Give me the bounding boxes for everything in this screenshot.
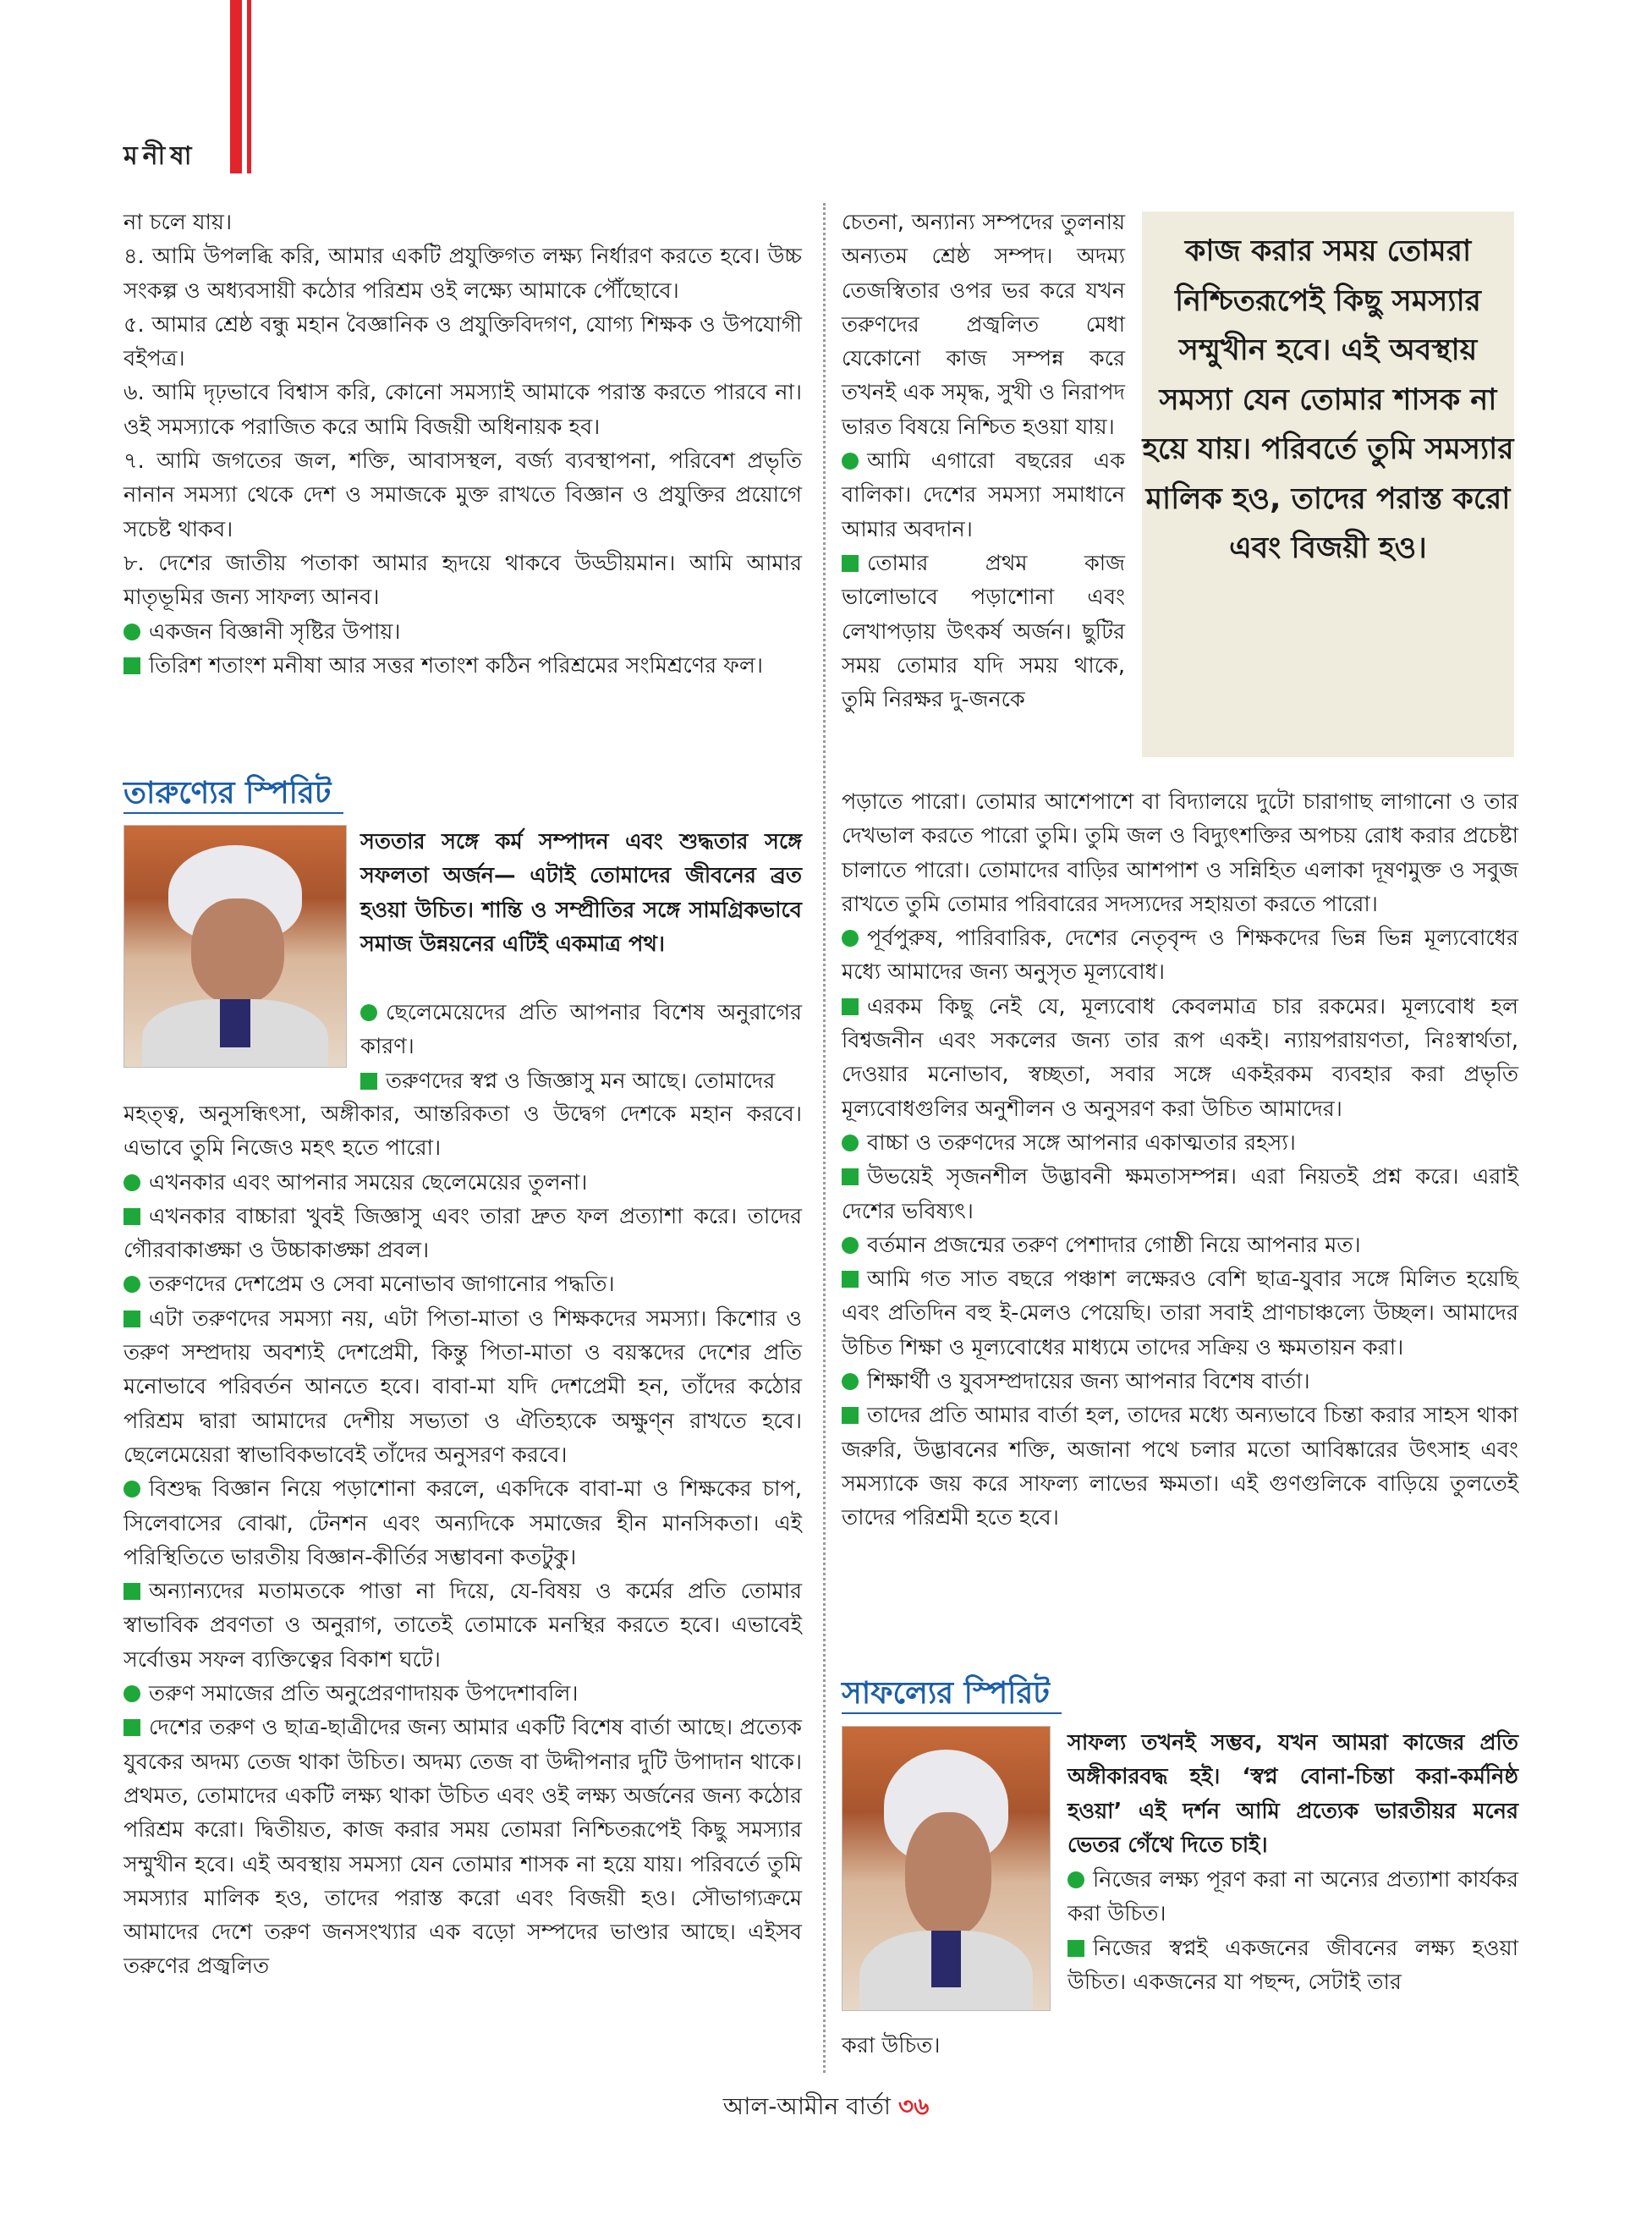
paragraph-text: ৬. আমি দৃঢ়ভাবে বিশ্বাস করি, কোনো সমস্যাই আমাকে পরাস্ত করতে পারবে না। ওই সমস্যাকে পরাজিত করে আমি বিজয়ী অধিনায়ক হব।	[123, 380, 802, 440]
paragraph	[123, 1302, 802, 1472]
paragraph	[842, 1160, 1518, 1228]
magazine-name: আল-আমীন বার্তা	[722, 2092, 891, 2120]
heading-underline-2	[842, 1712, 1062, 1714]
paragraph-text: তরুণদের স্বপ্ন ও জিজ্ঞাসু মন আছে। তোমাদের	[386, 1068, 776, 1094]
paragraph	[123, 547, 802, 615]
paragraph	[123, 1472, 802, 1574]
paragraph-text: তোমার প্রথম কাজ ভালোভাবে পড়াশোনা এবং লেখাপড়ায় উৎকর্ষ অর্জন। ছুটির সময় তোমার যদি সময় থাকে, তুমি নিরক্ষর দু-জনকে	[842, 550, 1125, 713]
paragraph-text: একজন বিজ্ঞানী সৃষ্টির উপায়।	[149, 618, 401, 645]
paragraph	[123, 206, 802, 239]
paragraph	[123, 376, 802, 444]
paragraph	[842, 1365, 1518, 1398]
header-red-bar	[230, 0, 242, 173]
paragraph-text: নিজের লক্ষ্য পূরণ করা না অন্যের প্রত্যাশা কার্যকর করা উচিত।	[1067, 1867, 1518, 1927]
pull-quote-box	[1142, 212, 1514, 757]
paragraph	[123, 444, 802, 547]
page-footer	[0, 2088, 1652, 2128]
green-square-bullet-icon	[842, 1271, 859, 1288]
paragraph-text: অন্যান্যদের মতামতকে পাত্তা না দিয়ে, যে-বিষয় ও কর্মের প্রতি তোমার স্বাভাবিক প্রবণতা ও অনুরাগ, তাতেই তোমাকে মনস্থির করতে হবে। এভাবেই সর্বোত্তম সফল ব্যক্তিত্বের বিকাশ ঘটে।	[123, 1579, 802, 1673]
paragraph	[123, 1574, 802, 1677]
paragraph-text: ৭. আমি জগতের জল, শক্তি, আবাসস্থল, বর্জ্য ব্যবস্থাপনা, পরিবেশ প্রভৃতি নানান সমস্যা থেকে দেশ ও সমাজকে মুক্ত রাখতে বিজ্ঞান ও প্রযুক্তির প্রয়োগে সচেষ্ট থাকব।	[123, 448, 802, 542]
paragraph-text: দেশের তরুণ ও ছাত্র-ছাত্রীদের জন্য আমার একটি বিশেষ বার্তা আছে। প্রত্যেক যুবকের অদম্য তেজ থাকা উচিত। অদম্য তেজ বা উদ্দীপনার দুটি উপাদান থাকে। প্রথমত, তোমাদের একটি লক্ষ্য থাকা উচিত এবং ওই লক্ষ্য অর্জনের জন্য কঠোর পরিশ্রম করো। দ্বিতীয়ত, কাজ করার সময় তোমরা নিশ্চিতরূপেই কিছু সমস্যার সম্মুখীন হবে। এই অবস্থায় সমস্যা যেন তোমার শাসক না হয়ে যায়। পরিবর্তে তুমি সমস্যার মালিক হও, তাদের পরাস্ত করো এবং বিজয়ী হও। সৌভাগ্যক্রমে আমাদের দেশে তরুণ জনসংখ্যার এক বড়ো সম্পদের ভাণ্ডার আছে। এইসব তরুণের প্রজ্বলিত	[123, 1715, 802, 1980]
paragraph-text: ছেলেমেয়েদের প্রতি আপনার বিশেষ অনুরাগের কারণ।	[360, 1000, 802, 1060]
green-square-bullet-icon	[1067, 1940, 1084, 1957]
paragraph	[842, 785, 1518, 921]
page-number: ৩৬	[897, 2092, 930, 2120]
paragraph	[123, 1166, 802, 1200]
paragraph-text: তরুণ সমাজের প্রতি অনুপ্রেরণাদায়ক উপদেশাবলি।	[149, 1681, 579, 1707]
section-heading-youth-spirit: তারুণ্যের স্পিরিট	[123, 776, 332, 811]
column1-beside-photo	[360, 996, 802, 1098]
paragraph-text: চেতনা, অন্যান্য সম্পদের তুলনায় অন্যতম শ্রেষ্ঠ সম্পদ। অদম্য তেজস্বিতার ওপর ভর করে যখন তরুণদের প্রজ্বলিত মেধা যেকোনো কাজ সম্পন্ন করে তখনই এক সমৃদ্ধ, সুখী ও নিরাপদ ভারত বিষয়ে নিশ্চিত হওয়া যায়।	[842, 210, 1125, 440]
portrait-photo	[123, 825, 347, 1068]
green-square-bullet-icon	[123, 657, 140, 674]
paragraph	[123, 649, 802, 683]
paragraph-text: তাদের প্রতি আমার বার্তা হল, তাদের মধ্যে অন্যভাবে চিন্তা করার সাহস থাকা জরুরি, উদ্ভাবনের শক্তি, অজানা পথে চলার মতো আবিষ্কারের উৎসাহ এবং সমস্যাকে জয় করে সাফল্য লাভের ক্ষমতা। এই গুণগুলিকে বাড়িয়ে তুলতেই তাদের পরিশ্রমী হতে হবে।	[842, 1403, 1518, 1531]
section-tag: মনীষা	[123, 141, 197, 171]
green-square-bullet-icon	[123, 1719, 140, 1736]
paragraph-text: ৮. দেশের জাতীয় পতাকা আমার হৃদয়ে থাকবে উড্ডীয়মান। আমি আমার মাতৃভূমির জন্য সাফল্য আনব।	[123, 550, 802, 611]
column-divider	[823, 203, 826, 2073]
paragraph	[842, 921, 1518, 990]
green-dot-bullet-icon	[123, 1685, 140, 1702]
paragraph-text: মহত্ত্ব, অনুসন্ধিৎসা, অঙ্গীকার, আন্তরিকতা ও উদ্বেগ দেশকে মহান করবে। এভাবে তুমি নিজেও মহৎ হতে পারো।	[123, 1102, 802, 1162]
paragraph	[123, 1200, 802, 1268]
paragraph-text: এখনকার এবং আপনার সময়ের ছেলেমেয়ের তুলনা।	[149, 1169, 588, 1195]
paragraph	[842, 1126, 1518, 1160]
paragraph-text: তিরিশ শতাংশ মনীষা আর সত্তর শতাংশ কঠিন পরিশ্রমের সংমিশ্রণের ফল।	[149, 652, 764, 679]
green-dot-bullet-icon	[123, 1481, 140, 1497]
paragraph	[842, 1398, 1518, 1535]
paragraph-text: এরকম কিছু নেই যে, মূল্যবোধ কেবলমাত্র চার রকমের। মূল্যবোধ হল বিশ্বজনীন এবং সকলের জন্য তার রূপ একই। ন্যায়পরায়ণতা, নিঃস্বার্থতা, দেওয়ার মনোভাব, স্বচ্ছতা, সবার সঙ্গে একইরকম ব্যবহার করা প্রভৃতি মূল্যবোধগুলির অনুশীলন ও অনুসরণ করা উচিত আমাদের।	[842, 993, 1518, 1122]
paragraph	[360, 1064, 802, 1098]
green-square-bullet-icon	[842, 1407, 859, 1424]
paragraph-text: না চলে যায়।	[123, 210, 233, 235]
paragraph	[123, 1711, 802, 1983]
paragraph	[360, 996, 802, 1064]
column2-beside-photo	[1067, 1863, 1518, 1999]
green-dot-bullet-icon	[842, 453, 859, 470]
paragraph	[123, 1097, 802, 1166]
header-red-bar-thin	[247, 0, 251, 173]
paragraph-text: ৪. আমি উপলব্ধি করি, আমার একটি প্রযুক্তিগত লক্ষ্য নির্ধারণ করতে হবে। উচ্চ সংকল্প ও অধ্যবসায়ী কঠোর পরিশ্রম ওই লক্ষ্যে আমাকে পৌঁছোবে।	[123, 244, 802, 304]
column2-narrow-text	[842, 206, 1125, 717]
paragraph	[123, 1267, 802, 1301]
green-square-bullet-icon	[842, 1168, 859, 1185]
paragraph-text: তরুণদের দেশপ্রেম ও সেবা মনোভাব জাগানোর পদ্ধতি।	[149, 1272, 615, 1298]
green-dot-bullet-icon	[842, 1237, 859, 1254]
paragraph	[1067, 1863, 1518, 1932]
paragraph-text: পড়াতে পারো। তোমার আশেপাশে বা বিদ্যালয়ে দুটো চারাগাছ লাগানো ও তার দেখভাল করতে পারো তুমি। তুমি জল ও বিদ্যুৎশক্তির অপচয় রোধ করার প্রচেষ্টা চালাতে পারো। তোমাদের বাড়ির আশপাশ ও সন্নিহিত এলাকা দূষণমুক্ত ও সবুজ রাখতে তুমি তোমার পরিবারের সদস্যদের সহায়তা করতে পারো।	[842, 789, 1518, 917]
paragraph-text: বাচ্চা ও তরুণদের সঙ্গে আপনার একাত্মতার রহস্য।	[867, 1129, 1296, 1156]
paragraph-text: পূর্বপুরুষ, পারিবারিক, দেশের নেতৃবৃন্দ ও শিক্ষকদের ভিন্ন ভিন্ন মূল্যবোধের মধ্যে আমাদের জন্য অনুসৃত মূল্যবোধ।	[842, 926, 1518, 986]
green-square-bullet-icon	[842, 998, 859, 1015]
green-dot-bullet-icon	[842, 930, 859, 947]
column1-bottom-text	[123, 1097, 802, 1984]
section-heading-success-spirit: সাফল্যের স্পিরিট	[842, 1676, 1050, 1711]
paragraph-text: বিশুদ্ধ বিজ্ঞান নিয়ে পড়াশোনা করলে, একদিকে বাবা-মা ও শিক্ষকের চাপ, সিলেবাসের বোঝা, টেনশন এবং অন্যদিকে সমাজের হীন মানসিকতা। এই পরিস্থিতিতে ভারতীয় বিজ্ঞান-কীর্তির সম্ভাবনা কতটুকু।	[123, 1476, 802, 1570]
intro-quote-youth: সততার সঙ্গে কর্ম সম্পাদন এবং শুদ্ধতার সঙ্গে সফলতা অর্জন— এটাই তোমাদের জীবনের ব্রত হওয়া উচিত। শান্তি ও সম্প্রীতির সঙ্গে সামগ্রিকভাবে সমাজ উন্নয়নের এটিই একমাত্র পথ।	[360, 829, 802, 957]
green-dot-bullet-icon	[842, 1373, 859, 1390]
paragraph	[842, 547, 1125, 717]
heading-underline	[123, 812, 343, 814]
green-square-bullet-icon	[123, 1583, 140, 1600]
paragraph	[842, 1228, 1518, 1262]
green-dot-bullet-icon	[123, 1174, 140, 1191]
paragraph	[842, 990, 1518, 1126]
paragraph-text: বর্তমান প্রজন্মের তরুণ পেশাদার গোষ্ঠী নিয়ে আপনার মত।	[867, 1232, 1361, 1258]
green-square-bullet-icon	[123, 1311, 140, 1327]
green-square-bullet-icon	[842, 555, 859, 572]
paragraph-text: আমি এগারো বছরের এক বালিকা। দেশের সমস্যা সমাধানে আমার অবদান।	[842, 448, 1125, 542]
portrait-photo-2	[842, 1726, 1051, 2011]
green-dot-bullet-icon	[360, 1004, 377, 1021]
column2-wide-text	[842, 785, 1518, 1536]
paragraph-text: আমি গত সাত বছরে পঞ্চাশ লক্ষেরও বেশি ছাত্র-যুবার সঙ্গে মিলিত হয়েছি এবং প্রতিদিন বহু ই-মেলও পেয়েছি। তারা সবাই প্রাণচাঞ্চল্যে উচ্ছল। আমাদের উচিত শিক্ষা ও মূল্যবোধের মাধ্যমে তাদের সক্রিয় ও ক্ষমতায়ন করা।	[842, 1267, 1518, 1360]
paragraph	[123, 308, 802, 376]
pull-quote-text: কাজ করার সময় তোমরা নিশ্চিতরূপেই কিছু সমস্যার সম্মুখীন হবে। এই অবস্থায় সমস্যা যেন তোমার শাসক না হয়ে যায়। পরিবর্তে তুমি সমস্যার মালিক হও, তাদের পরাস্ত করো এবং বিজয়ী হও।	[1142, 234, 1514, 565]
paragraph	[123, 615, 802, 649]
green-square-bullet-icon	[123, 1208, 140, 1225]
paragraph	[842, 444, 1125, 547]
green-dot-bullet-icon	[842, 1135, 859, 1151]
green-dot-bullet-icon	[1067, 1871, 1084, 1888]
paragraph	[1067, 1932, 1518, 2000]
green-square-bullet-icon	[360, 1073, 377, 1090]
column2-tail-text: করা উচিত।	[842, 2033, 941, 2058]
paragraph-text: এখনকার বাচ্চারা খুবই জিজ্ঞাসু এবং তারা দ্রুত ফল প্রত্যাশা করে। তাদের গৌরবাকাঙ্ক্ষা ও উচ্চাকাঙ্ক্ষা প্রবল।	[123, 1203, 802, 1264]
paragraph	[123, 1677, 802, 1711]
green-dot-bullet-icon	[123, 624, 140, 640]
intro-quote-success: সাফল্য তখনই সম্ভব, যখন আমরা কাজের প্রতি অঙ্গীকারবদ্ধ হই। ‘স্বপ্ন বোনা-চিন্তা করা-কর্মনিষ্ঠ হওয়া’ এই দর্শন আমি প্রত্যেক ভারতীয়র মনের ভেতর গেঁথে দিতে চাই।	[1067, 1730, 1518, 1858]
paragraph	[842, 1262, 1518, 1365]
paragraph-text: নিজের স্বপ্নই একজনের জীবনের লক্ষ্য হওয়া উচিত। একজনের যা পছন্দ, সেটাই তার	[1067, 1935, 1518, 1995]
paragraph-text: ৫. আমার শ্রেষ্ঠ বন্ধু মহান বৈজ্ঞানিক ও প্রযুক্তিবিদগণ, যোগ্য শিক্ষক ও উপযোগী বইপত্র।	[123, 311, 802, 372]
green-dot-bullet-icon	[123, 1276, 140, 1293]
paragraph-text: উভয়েই সৃজনশীল উদ্ভাবনী ক্ষমতাসম্পন্ন। এরা নিয়তই প্রশ্ন করে। এরাই দেশের ভবিষ্যৎ।	[842, 1164, 1518, 1224]
column1-top-text	[123, 206, 802, 683]
paragraph	[123, 239, 802, 308]
paragraph	[842, 206, 1125, 444]
paragraph-text: এটা তরুণদের সমস্যা নয়, এটা পিতা-মাতা ও শিক্ষকদের সমস্যা। কিশোর ও তরুণ সম্প্রদায় অবশ্যই দেশপ্রেমী, কিন্তু পিতা-মাতা ও বয়স্কদের দেশের প্রতি মনোভাবে পরিবর্তন আনতে হবে। বাবা-মা যদি দেশপ্রেমী হন, তাঁদের কঠোর পরিশ্রম দ্বারা আমাদের দেশীয় সভ্যতা ও ঐতিহ্যকে অক্ষুণ্ন রাখতে হবে। ছেলেমেয়েরা স্বাভাবিকভাবেই তাঁদের অনুসরণ করবে।	[123, 1305, 802, 1468]
paragraph-text: শিক্ষার্থী ও যুবসম্প্রদায়ের জন্য আপনার বিশেষ বার্তা।	[867, 1369, 1310, 1395]
